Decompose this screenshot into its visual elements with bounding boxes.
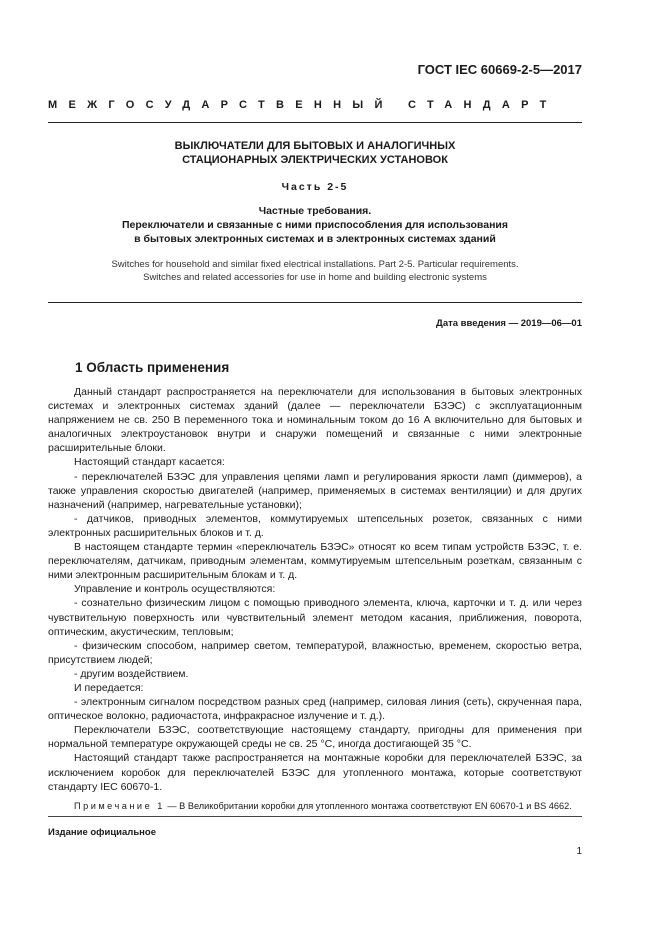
list-item: - датчиков, приводных элементов, коммутируемых штепсельных розеток, связанных с ними электронных расширительных блоков и т. д. [48,512,582,539]
subtitle-line-2: Переключатели и связанные с ними приспособления для использования [122,219,508,231]
paragraph: Настоящий стандарт также распространяется на монтажные коробки для переключателей БЗЭС, за исключением коробок для переключателей БЗЭС для утопленного монтажа, которые соответствуют стандарту IEC 60670-1. [48,752,582,793]
standard-code: ГОСТ IEC 60669-2-5—2017 [417,62,582,77]
section-heading: 1 Область применения [75,360,230,375]
paragraph: Данный стандарт распространяется на переключатели для использования в бытовых электронных системах и электронных системах зданий (далее — переключатели БЗЭС) с эксплуатационным напряжением не св. 250 В переменного тока и номинальным током до 16 А включительно для бытовых и аналогичных электроустановок внутри и снаружи помещений и связанные с ними электронные расширительные блоки. [48,386,582,455]
note-text: — В Великобритании коробки для утопленного монтажа соответствуют EN 60670-1 и BS 4662. [164,800,572,811]
footer-divider [48,816,582,817]
title-line-1: ВЫКЛЮЧАТЕЛИ ДЛЯ БЫТОВЫХ И АНАЛОГИЧНЫХ [174,140,456,152]
paragraph: Управление и контроль осуществляются: [74,583,276,596]
list-item: - электронным сигналом посредством разных сред (например, силовая линия (сеть), скрученная пара, оптическое волокно, радиочастота, инфракрасное излучение и т. д.). [48,696,582,723]
english-title-line-2: Switches and related accessories for use in home and building electronic systems [143,272,487,283]
note [48,800,582,813]
paragraph: И передается: [74,681,144,694]
document-title [48,139,582,167]
introduction-date: Дата введения — 2019—06—01 [436,318,582,329]
interstate-standard-label: МЕЖГОСУДАРСТВЕННЫЙ СТАНДАРТ [48,99,558,111]
list-item: - сознательно физическим лицом с помощью приводного элемента, ключа, карточки и т. д. или через чувствительную поверхность или чувствительный элемент методом касания, приближения, поворота, оптическим, акустическим, тепловым; [48,597,582,638]
paragraph: В настоящем стандарте термин «переключатель БЗЭС» относят ко всем типам устройств БЗЭС, т. е. переключателям, датчикам, приводным элементам, коммутируемым штепсельным розеткам, связанным с ними электронным расширительным блокам и т. д. [48,541,582,582]
title-divider [48,302,582,303]
title-line-2: СТАЦИОНАРНЫХ ЭЛЕКТРИЧЕСКИХ УСТАНОВОК [182,154,448,166]
paragraph: Переключатели БЗЭС, соответствующие настоящему стандарту, пригодны для применения при нормальной температуре окружающей среды не св. 25 °С, иногда достигающей 35 °С. [48,724,582,751]
list-item: - переключателей БЗЭС для управления цепями ламп и регулирования яркости ламп (диммеров), а также управления скоростью двигателей (например, применяемых в системах вентиляции) и для других назначений (например, нагревательные установки); [48,470,582,511]
document-subtitle [48,204,582,246]
part-number: Часть 2-5 [281,181,349,193]
list-item: - другим воздействием. [74,667,189,680]
english-title-line-1: Switches for household and similar fixed electrical installations. Part 2-5. Particular requirements. [111,259,519,270]
subtitle-line-3: в бытовых электронных системах и в электронных системах зданий [134,233,496,245]
english-title [48,258,582,284]
header-divider [48,122,582,123]
list-item: - физическим способом, например светом, температурой, влажностью, временем, скоростью ветра, присутствием людей; [48,639,582,666]
edition-label: Издание официальное [48,827,156,838]
paragraph: Настоящий стандарт касается: [74,456,225,469]
subtitle-line-1: Частные требования. [258,205,372,217]
note-label: Примечание 1 [74,800,165,811]
section-body [48,385,582,813]
page-number: 1 [576,846,582,857]
